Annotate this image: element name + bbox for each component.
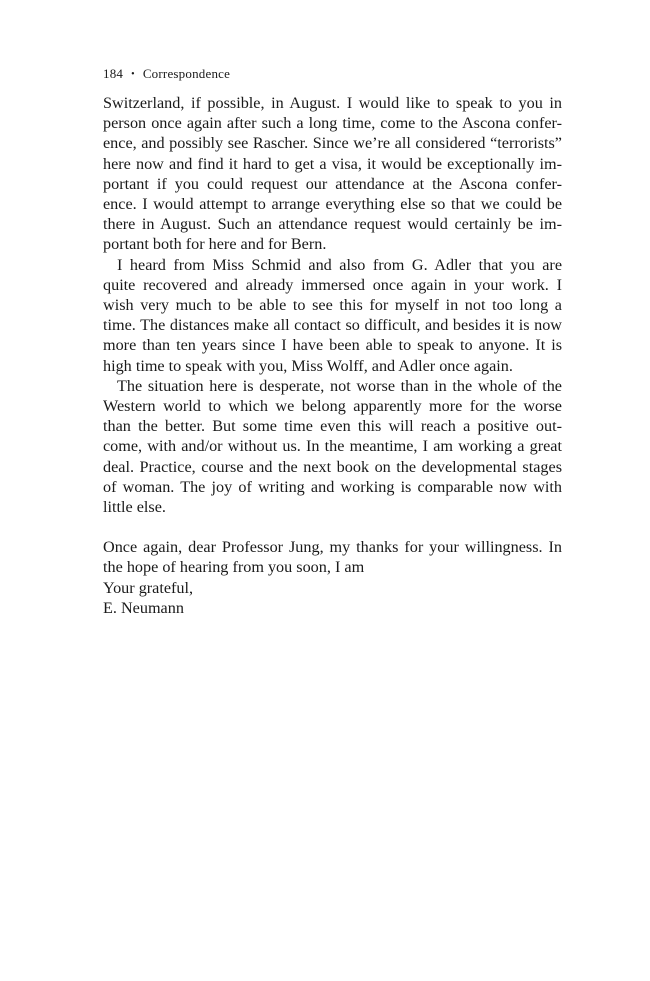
paragraph-4 <box>103 537 562 577</box>
text-line: the hope of hearing from you soon, I am <box>103 558 365 577</box>
section-title: Correspondence <box>142 66 231 81</box>
page-number: 184 <box>103 66 124 81</box>
valediction: Your grateful, <box>103 578 194 597</box>
text-line: quite recovered and already immersed once again in your work. I <box>103 275 562 294</box>
paragraph-3 <box>103 376 562 517</box>
text-line: wish very much to be able to see this for myself in not too long a <box>103 296 562 315</box>
text-line: little else. <box>103 498 166 517</box>
text-line: I heard from Miss Schmid and also from G. Adler that you are <box>117 255 562 274</box>
letter-body <box>103 93 562 618</box>
paragraph-1 <box>103 93 562 255</box>
text-line: time. The distances make all contact so difficult, and besides it is now <box>103 316 562 335</box>
text-line: person once again after such a long time, come to the Ascona confer- <box>103 114 562 133</box>
text-line: portant both for here and for Bern. <box>103 235 327 254</box>
text-line: more than ten years since I have been able to speak to anyone. It is <box>103 336 562 355</box>
running-head <box>103 66 230 82</box>
closing-block <box>103 578 562 618</box>
text-line: of woman. The joy of writing and working is comparable now with <box>103 477 562 496</box>
text-line: than the better. But some time even this will reach a positive out- <box>103 417 562 436</box>
text-line: ence, and possibly see Rascher. Since we’re all considered “terrorists” <box>103 134 562 153</box>
text-line: deal. Practice, course and the next book on the developmental stages <box>103 457 562 476</box>
paragraph-2 <box>103 255 562 376</box>
text-line: Once again, dear Professor Jung, my thanks for your willingness. In <box>103 538 562 557</box>
text-line: Western world to which we belong apparently more for the worse <box>103 397 562 416</box>
text-line: high time to speak with you, Miss Wolff, and Adler once again. <box>103 356 513 375</box>
text-line: there in August. Such an attendance request would certainly be im- <box>103 215 562 234</box>
text-line: here now and find it hard to get a visa, it would be exceptionally im- <box>103 154 562 173</box>
bullet-separator: • <box>131 69 135 80</box>
text-line: portant if you could request our attendance at the Ascona confer- <box>103 174 562 193</box>
signature: E. Neumann <box>103 598 184 617</box>
paragraph-spacer <box>103 517 562 537</box>
text-line: Switzerland, if possible, in August. I would like to speak to you in <box>103 94 562 112</box>
text-line: come, with and/or without us. In the meantime, I am working a great <box>103 437 562 456</box>
text-line: The situation here is desperate, not worse than in the whole of the <box>117 376 562 395</box>
text-line: ence. I would attempt to arrange everything else so that we could be <box>103 195 562 214</box>
